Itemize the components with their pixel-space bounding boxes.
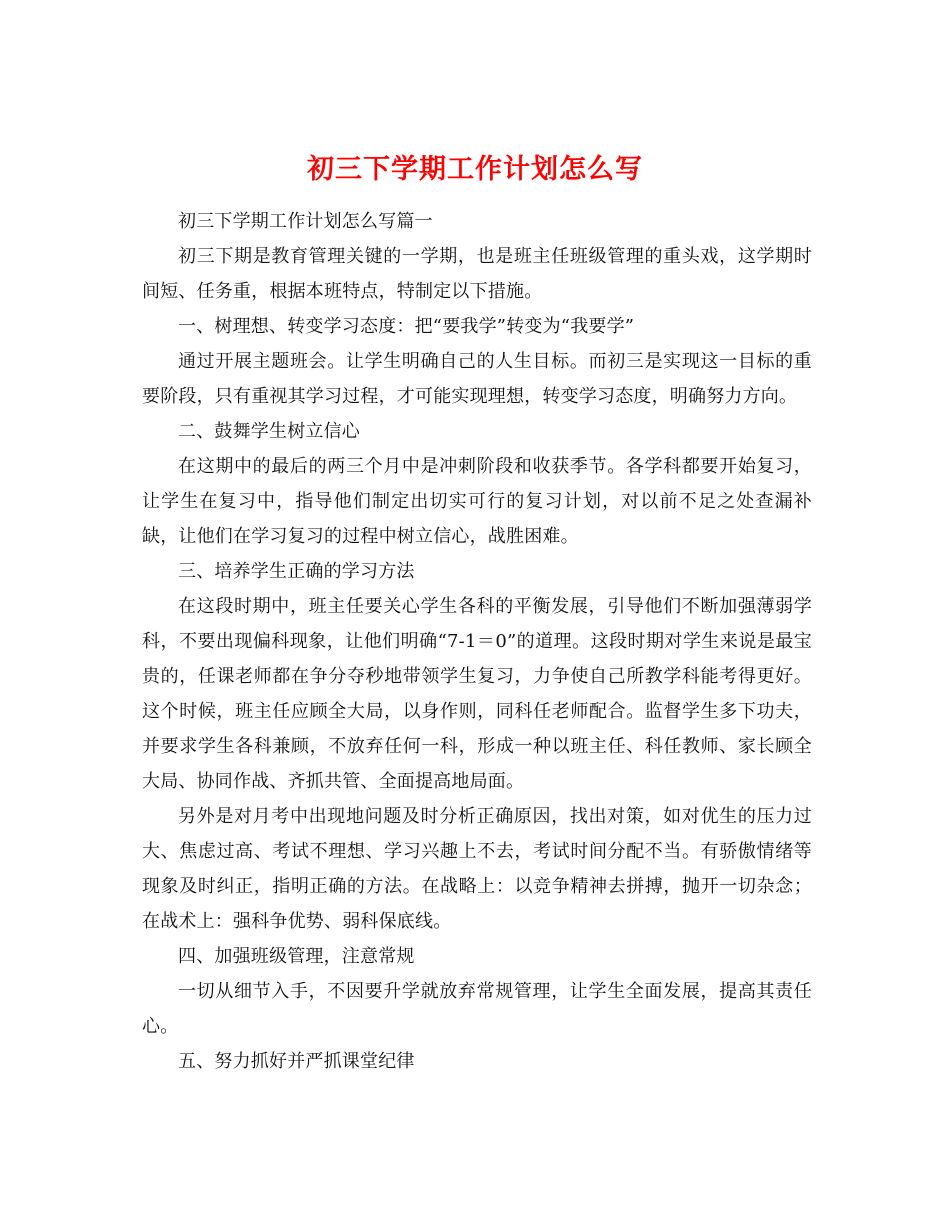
section-heading: 初三下学期工作计划怎么写篇一 <box>178 211 433 232</box>
body-paragraph: 在这段时期中，班主任要关心学生各科的平衡发展，引导他们不断加强薄弱学科，不要出现偏科现象，让他们明确“7-1＝0”的道理。这段时期对学生来说是最宝贵的，任课老师都在争分夺秒地带领学生复习，力争使自己所教学科能考得更好。这个时候，班主任应顾全大局，以身作则，同科任老师配合。监督学生多下功夫，并要求学生各科兼顾，不放弃任何一科，形成一种以班主任、科任教师、家长顾全大局、协同作战、齐抓共管、全面提高地局面。 <box>142 596 812 792</box>
document-title: 初三下学期工作计划怎么写 <box>307 154 643 186</box>
section-heading: 四、加强班级管理，注意常规 <box>178 946 415 967</box>
section-heading: 二、鼓舞学生树立信心 <box>178 421 360 442</box>
section-heading: 五、努力抓好并严抓课堂纪律 <box>178 1051 415 1072</box>
section-heading: 一、树理想、转变学习态度：把“要我学”转变为“我要学” <box>178 316 635 337</box>
body-paragraph: 通过开展主题班会。让学生明确自己的人生目标。而初三是实现这一目标的重要阶段，只有重视其学习过程，才可能实现理想，转变学习态度，明确努力方向。 <box>142 351 812 407</box>
document-body <box>142 204 812 1079</box>
body-paragraph: 在这期中的最后的两三个月中是冲刺阶段和收获季节。各学科都要开始复习，让学生在复习中，指导他们制定出切实可行的复习计划，对以前不足之处查漏补缺，让他们在学习复习的过程中树立信心，战胜困难。 <box>142 456 812 547</box>
section-heading: 三、培养学生正确的学习方法 <box>178 561 415 582</box>
body-paragraph: 另外是对月考中出现地问题及时分析正确原因，找出对策，如对优生的压力过大、焦虑过高、考试不理想、学习兴趣上不去，考试时间分配不当。有骄傲情绪等现象及时纠正，指明正确的方法。在战略上：以竞争精神去拼搏，抛开一切杂念；在战术上：强科争优势、弱科保底线。 <box>142 806 812 932</box>
body-paragraph: 初三下期是教育管理关键的一学期，也是班主任班级管理的重头戏，这学期时间短、任务重，根据本班特点，特制定以下措施。 <box>142 246 812 302</box>
body-paragraph: 一切从细节入手，不因要升学就放弃常规管理，让学生全面发展，提高其责任心。 <box>142 981 812 1037</box>
